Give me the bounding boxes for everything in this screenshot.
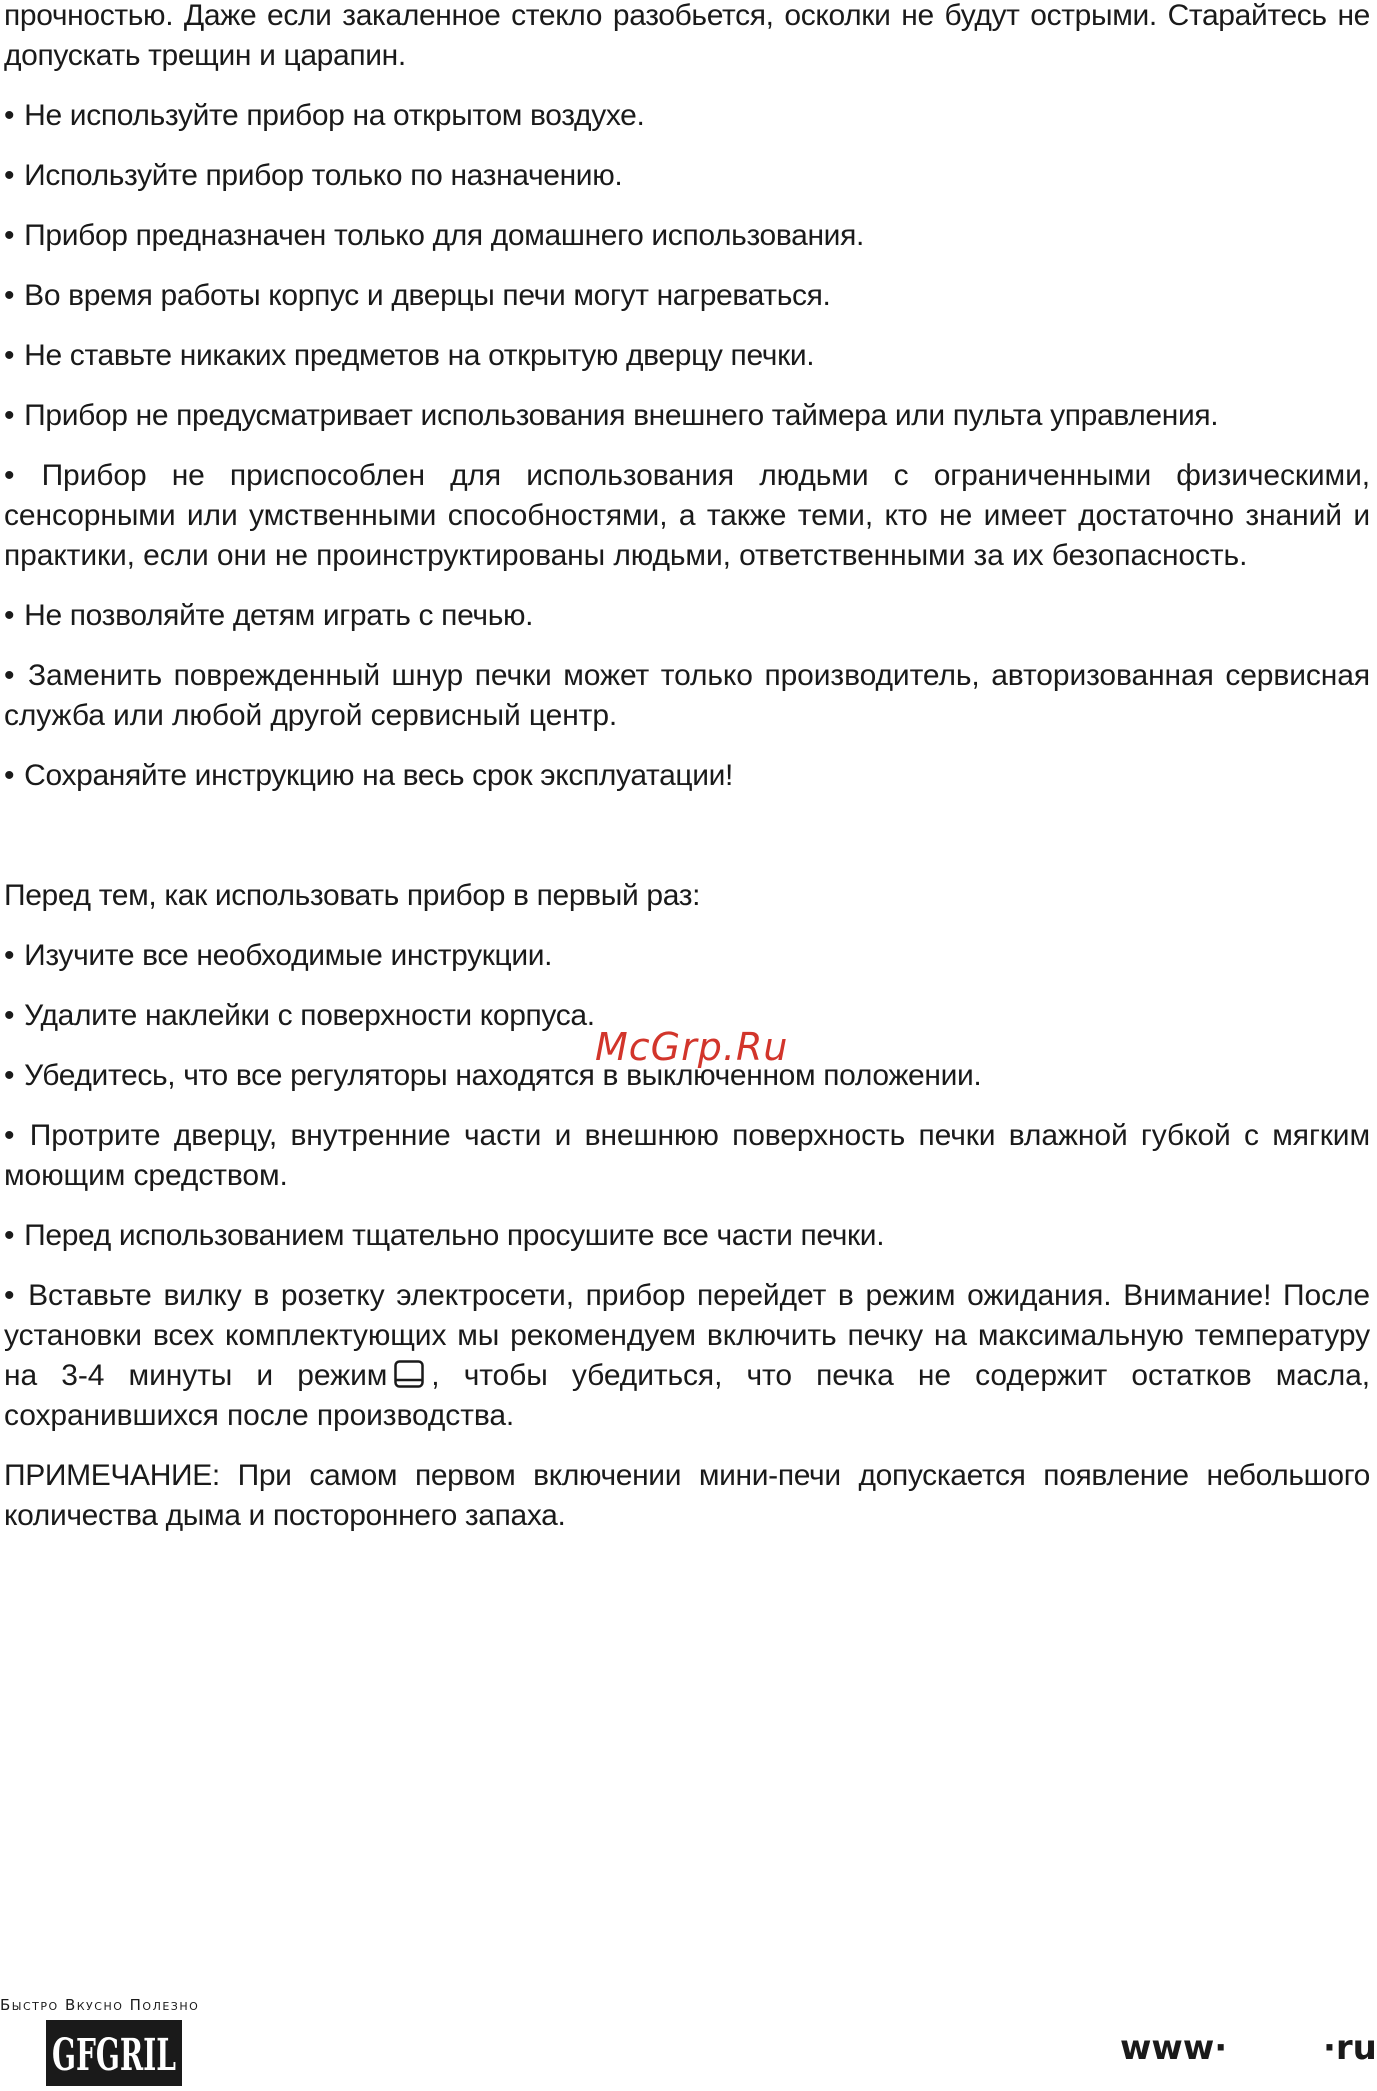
list-item: • Не позволяйте детям играть с печью. (4, 599, 534, 632)
list-item: • Сохраняйте инструкцию на весь срок эксплуатации! (4, 759, 734, 792)
list-item: • Протрите дверцу, внутренние части и внешнюю поверхность печки влажной губкой с мягким моющим средством. (4, 1119, 1370, 1192)
list-item: • Не ставьте никаких предметов на открытую дверцу печки. (4, 339, 815, 372)
list-item: • Перед использованием тщательно просушите все части печки. (4, 1219, 885, 1252)
list-item: • Прибор предназначен только для домашнего использования. (4, 219, 864, 252)
list-item: • Убедитесь, что все регуляторы находятся в выключенном положении. (4, 1059, 982, 1092)
manual-page (4, 0, 1370, 1536)
first-use-list (4, 936, 1370, 1436)
list-item: • Удалите наклейки с поверхности корпуса. (4, 999, 595, 1032)
watermark: McGrp.Ru (595, 1025, 789, 1069)
note-paragraph: ПРИМЕЧАНИЕ: При самом первом включении мини-печи допускается появление небольшого количества дыма и постороннего запаха. (4, 1459, 1370, 1532)
list-item: • Используйте прибор только по назначению. (4, 159, 623, 192)
website-link-suffix[interactable]: ·ru (1323, 2028, 1377, 2068)
list-item: • Прибор не предусматривает использования внешнего таймера или пульта управления. (4, 399, 1219, 432)
list-item: • Заменить поврежденный шнур печки может только производитель, авторизованная сервисная служба или любой другой сервисный центр. (4, 659, 1370, 732)
brand-logo (46, 2020, 182, 2086)
list-item: • Не используйте прибор на открытом воздухе. (4, 99, 645, 132)
brand-tagline: Быстро Вкусно Полезно (0, 1996, 200, 2014)
top-paragraph: прочностью. Даже если закаленное стекло разобьется, осколки не будут острыми. Старайтесь не допускать трещин и царапин. (4, 0, 1370, 72)
first-use-intro: Перед тем, как использовать прибор в первый раз: (4, 879, 701, 912)
oven-mode-icon (393, 1358, 425, 1390)
safety-list (4, 96, 1370, 796)
list-item: • Изучите все необходимые инструкции. (4, 939, 553, 972)
website-link-prefix[interactable]: www· (1120, 2028, 1228, 2068)
list-item: • Во время работы корпус и дверцы печи могут нагреваться. (4, 279, 831, 312)
list-item-plug: • Вставьте вилку в розетку электросети, прибор перейдет в режим ожидания. Внимание! После установки всех комплектующих мы рекомендуем включить печку на максимальную температуру на 3-4 минуты и режим , чтобы убедиться, что печка не содержит остатков масла, сохранившихся после производства. (4, 1279, 1370, 1432)
list-item: • Прибор не приспособлен для использования людьми с ограниченными физическими, сенсорными или умственными способностями, а также теми, кто не имеет достаточно знаний и практики, если они не проинструктированы людьми, ответственными за их безопасность. (4, 459, 1370, 572)
logo-text: GFGRIL (52, 2030, 176, 2081)
